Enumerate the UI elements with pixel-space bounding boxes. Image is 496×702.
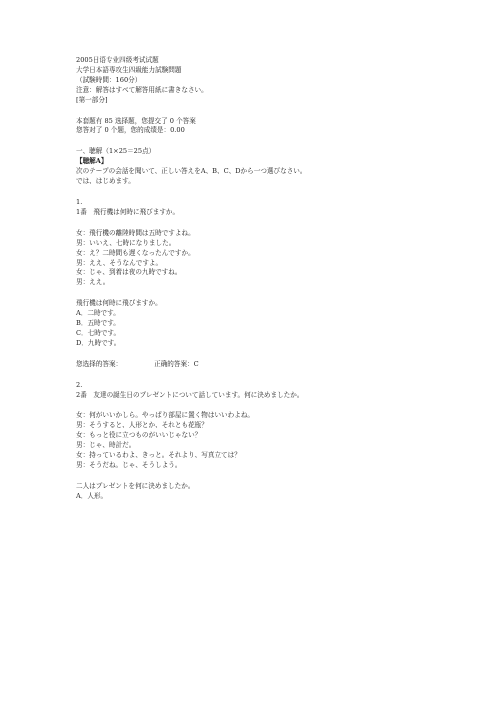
question-block-2: [76, 381, 476, 502]
your-answer-label: 您选择的答案：: [76, 359, 123, 368]
exam-duration: （試験時間：160分）: [76, 75, 142, 84]
section-heading: 一、聴解（1×25＝25点）: [76, 147, 156, 156]
dialogue-line: 男：ええ、そうなんですよ。: [76, 258, 163, 267]
dialogue-line: 女：持っているわよ、きっと。それより、写真立ては？: [76, 451, 241, 460]
instruction-line-2: では、はじめます。: [76, 177, 135, 186]
part-label: [第一部分]: [76, 95, 108, 104]
correct-answer-label: 正确的答案：C: [154, 359, 199, 368]
dialogue-line: 男：そうすると、人形とか、それとも花瓶？: [76, 421, 208, 430]
document-subtitle: 大学日本語専攻生四級能力試験問題: [76, 65, 182, 74]
answer-option-a[interactable]: A．人形。: [76, 491, 108, 500]
instruction-line-1: 次のテープの会話を聞いて、正しい答えをA、B、C、Dから一つ選びなさい。: [76, 167, 307, 176]
dialogue-line: 女：じゃ、到着は夜の九時ですね。: [76, 268, 182, 277]
dialogue-line: 女：何がいいかしら。やっぱり部屋に置く物はいいわよね。: [76, 411, 255, 420]
summary-line-2: 您答对了 0 个题，您的成绩是：0.00: [76, 126, 185, 135]
dialogue-line: 男：じゃ、時計だ。: [76, 441, 136, 450]
section-subheading: 【聴解A】: [76, 157, 108, 166]
exam-note: 注意：解答はすべて解答用紙に書きなさい。: [76, 85, 208, 94]
dialogue-line: 男：そうだね。じゃ、そうしよう。: [76, 461, 182, 469]
dialogue-line: 男：ええ。: [76, 278, 110, 287]
question-prompt: 1番 飛行機は何時に飛びますか。: [76, 207, 180, 216]
dialogue-line: 男：いいえ、七時になりました。: [76, 238, 176, 247]
dialogue-line: 女：もっと役に立つものがいいじゃない？: [76, 431, 202, 440]
summary-line-1: 本套题有 85 选择题，您提交了 0 个答案: [76, 116, 196, 125]
answer-option-d[interactable]: D．九時です。: [76, 338, 121, 347]
answer-option-b[interactable]: B．五時です。: [76, 319, 120, 328]
question-text: 二人はプレゼントを何に決めましたか。: [76, 481, 195, 490]
question-prompt: 2番 友達の誕生日のプレゼントについて話しています。何に決めましたか。: [76, 390, 304, 399]
question-block-1: [76, 198, 476, 370]
question-text: 飛行機は何時に飛びますか。: [76, 299, 162, 308]
document-title: 2005日语专业四级考试试题: [76, 56, 159, 64]
answer-result: [76, 360, 476, 370]
dialogue-line: 女：え？二時間も遅くなったんですか。: [76, 248, 195, 257]
question-number: 1.: [76, 197, 83, 206]
question-number: 2.: [76, 380, 83, 389]
answer-option-a[interactable]: A．二時です。: [76, 309, 120, 318]
dialogue-line: 女：飛行機の離陸時間は五時ですよね。: [76, 228, 195, 237]
answer-option-c[interactable]: C．七時です。: [76, 328, 121, 337]
document-page: [76, 56, 476, 502]
